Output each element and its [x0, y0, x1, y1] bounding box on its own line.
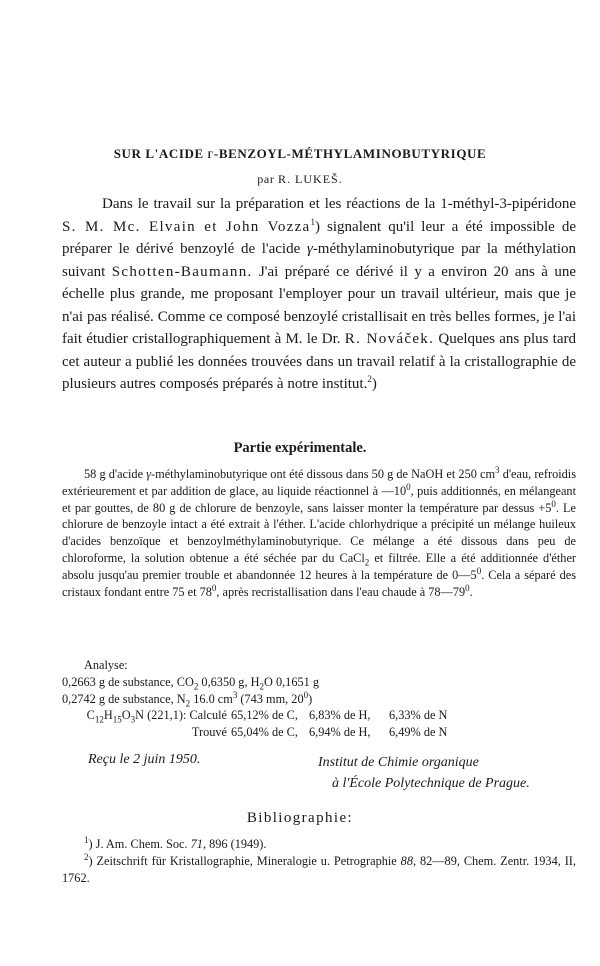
footnote-ref-1: 1	[310, 216, 316, 227]
cited-authors: S. M. Mc. Elvain et John Vozza	[62, 218, 311, 235]
analysis-line-1: 0,2663 g de substance, $CO_2$ 0,6350 g, $H_2O$ 0,1651 g	[62, 674, 319, 692]
intro-paragraph: Dans le travail sur la préparation et les réactions de la 1-méthyl-3-pipéridone S. M. Mc. Elvain et John Vozza$^1$) signalent qu'il leur a été impossible de préparer le dérivé benzoylé de l'acide γ-méthylaminobutyrique par la méthylation suivant Schotten-Baumann. J'ai préparé ce dérivé il y a environ 20 ans à une échelle plus grande, me proposant l'employer pour un travail ultérieur, mais que je n'ai pas réalisé. Comme ce composé benzoylé cristallisait en très belles formes, je l'ai fait étudier cristallographiquement à M. le Dr. R. Nováček. Quelques ans plus tard cet auteur a publié les données trouvées dans un travail relatif à la cristallographie de plusieurs autres composés préparés à notre institut.$^2$)	[62, 196, 577, 392]
footnote-ref-2: 2	[367, 374, 372, 384]
received-date: Reçu le 2 juin 1950.	[88, 752, 201, 767]
method-name: Schotten-Baumann.	[111, 263, 253, 280]
analysis-block	[62, 657, 576, 741]
article-author: par R. LUKEŠ.	[257, 172, 343, 186]
analysis-line-2: 0,2742 g de substance, $N_2$ 16.0 $cm^3$ (743 mm, $20^0$)	[62, 689, 313, 709]
bibliography-heading: Bibliographie:	[246, 810, 354, 826]
experimental-paragraph: 58 g d'acide γ-méthylaminobutyrique ont été dissous dans 50 g de NaOH et 250 $cm^3$ d'eau, refroidis extérieurement et par addition de glace, au liquide réactionnel à $—10^0$, puis additionnés, en mélangeant et par gouttes, de 80 g de chlorure de benzoyle, sans laisser monter la température par dessus $+5^0$. Le chlorure de benzoyle intact a été extrait à l'éther. L'acide chlorhydrique a précipité un mélange huileux d'acides benzoïque et benzoylméthylaminobutyrique. Ce mélange a été dissous dans peu de chloroforme, la solution obtenue a été séchée par du CaCl$_2$ et filtrée. Elle a été additionnée d'éther absolu jusqu'au premier trouble et abandonnée 12 heures à la température de $0—5^0$. Cela a séparé des cristaux fondant entre 75 et $78^0$, après recristallisation dans l'eau chaude à $78—79^0$.	[62, 464, 576, 599]
article-title: SUR L'ACIDE γ-BENZOYL-MÉTHYLAMINOBUTYRIQUE	[113, 146, 487, 161]
calculated-row: $C_{12}H_{15}O_3N$ (221,1): Calculé 65,12% de C, 6,83% de H, 6,33% de N	[86, 708, 448, 725]
gamma-symbol: γ	[207, 146, 214, 161]
bibliography-list	[62, 836, 576, 887]
institute-affiliation: Institut de Chimie organique à l'École Polytechnique de Prague.	[318, 755, 530, 791]
section-heading-experimental: Partie expérimentale.	[233, 440, 367, 456]
crystallographer-name: R. Nováček.	[344, 331, 435, 347]
reference-2: $^2$) Zeitschrift für Kristallographie, Mineralogie u. Petrographie 88, 82—89, Chem. Zentr. 1934, II, 1762.	[62, 851, 576, 885]
found-row: Trouvé 65,04% de C, 6,94% de H, 6,49% de N	[191, 725, 448, 740]
reference-1: $^1$) J. Am. Chem. Soc. 71, 896 (1949).	[84, 834, 267, 851]
analysis-heading: Analyse:	[84, 658, 128, 672]
